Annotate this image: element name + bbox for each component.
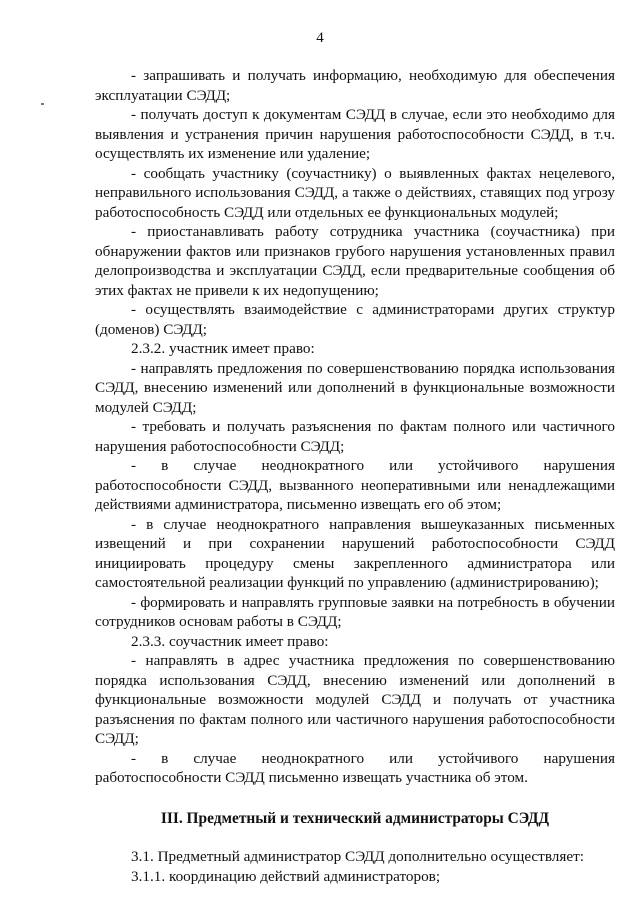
paragraph: - сообщать участнику (соучастнику) о выявленных фактах нецелевого, неправильного использования СЭДД, а также о действиях, ставящих под угрозу работоспособность СЭДД или отдельных ее функциональных модулей; <box>95 164 615 221</box>
paragraph: - направлять предложения по совершенствованию порядка использования СЭДД, внесению изменений или дополнений в функциональные возможности модулей СЭДД; <box>95 359 615 416</box>
paragraph: - приостанавливать работу сотрудника участника (соучастника) при обнаружении фактов или признаков грубого нарушения установленных правил делопроизводства и эксплуатации СЭДД, если предварительные сообщения об этих фактах не привели к их недопущению; <box>95 223 615 299</box>
clause-heading: 2.3.2. участник имеет право: <box>131 340 315 357</box>
paragraph: - в случае неоднократного или устойчивого нарушения работоспособности СЭДД письменно извещать участника об этом. <box>95 749 615 786</box>
section-heading: III. Предметный и технический администраторы СЭДД <box>160 809 550 827</box>
paragraph: - формировать и направлять групповые заявки на потребность в обучении сотрудников основам работы в СЭДД; <box>95 593 615 630</box>
paragraph: - запрашивать и получать информацию, необходимую для обеспечения эксплуатации СЭДД; <box>95 67 615 104</box>
document-body <box>95 66 615 886</box>
paragraph: 3.1. Предметный администратор СЭДД дополнительно осуществляет: <box>131 848 584 865</box>
scan-mark <box>41 103 44 105</box>
paragraph: - в случае неоднократного направления вышеуказанных письменных извещений и при сохранении нарушений работоспособности СЭДД инициировать процедуру смены закрепленного администратора или самостоятельной реализации функций по управлению (администрированию); <box>95 515 615 591</box>
clause-heading: 2.3.3. соучастник имеет право: <box>131 632 329 650</box>
paragraph: - осуществлять взаимодействие с администраторами других структур (доменов) СЭДД; <box>95 301 615 338</box>
page-number: 4 <box>316 30 324 46</box>
paragraph: 3.1.1. координацию действий администраторов; <box>131 867 441 885</box>
paragraph: - требовать и получать разъяснения по фактам полного или частичного нарушения работоспособности СЭДД; <box>95 418 615 455</box>
paragraph: - получать доступ к документам СЭДД в случае, если это необходимо для выявления и устранения причин нарушения работоспособности СЭДД, в т.ч. осуществлять их изменение или удаление; <box>95 106 615 162</box>
paragraph: - направлять в адрес участника предложения по совершенствованию порядка использования СЭДД, внесению изменений или дополнений в функциональные возможности модулей СЭДД и получать от участника разъяснения по фактам полного или частичного нарушения работоспособности СЭДД; <box>95 652 615 747</box>
paragraph: - в случае неоднократного или устойчивого нарушения работоспособности СЭДД, вызванного неоперативными или ненадлежащими действиями администратора, письменно извещать его об этом; <box>95 457 615 513</box>
